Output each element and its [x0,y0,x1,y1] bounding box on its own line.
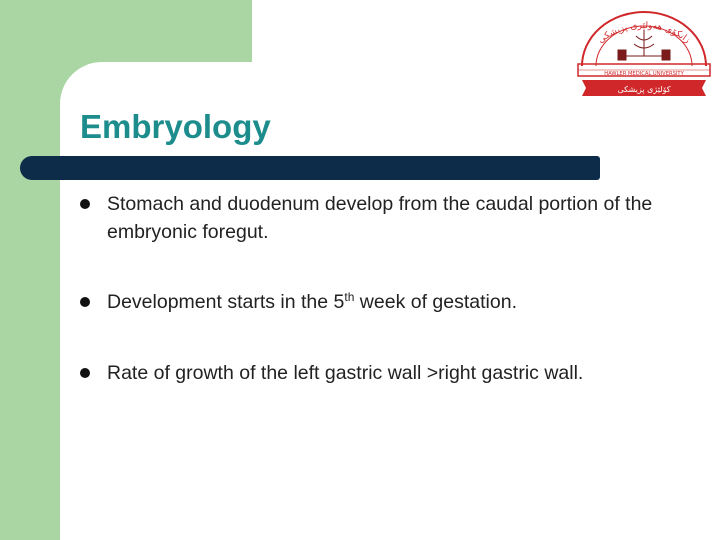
decorative-green-sidebar [0,0,60,540]
bullet-dot-icon [80,297,90,307]
bullet-text-1: Stomach and duodenum develop from the caudal portion of the embryonic foregut. [107,193,653,243]
logo-band-text: HAWLER MEDICAL UNIVERSITY [604,71,684,77]
superscript: th [344,290,355,304]
bullet-text-2: Development starts in the 5th week of gestation. [107,290,517,313]
university-logo [574,8,714,102]
bullet-dot-icon [80,199,90,209]
bullet-dot-icon [80,368,90,378]
logo-arc-text: زانكۆی هەولێری پزیشکی [596,20,692,46]
title-underline-bar [20,156,600,180]
logo-ribbon-text: کۆلێژی پزیشکی [617,85,671,94]
emblem-icon [618,30,670,60]
slide-title: Embryology [80,108,271,145]
bullet-text-3: Rate of growth of the left gastric wall >right gastric wall. [107,362,584,384]
